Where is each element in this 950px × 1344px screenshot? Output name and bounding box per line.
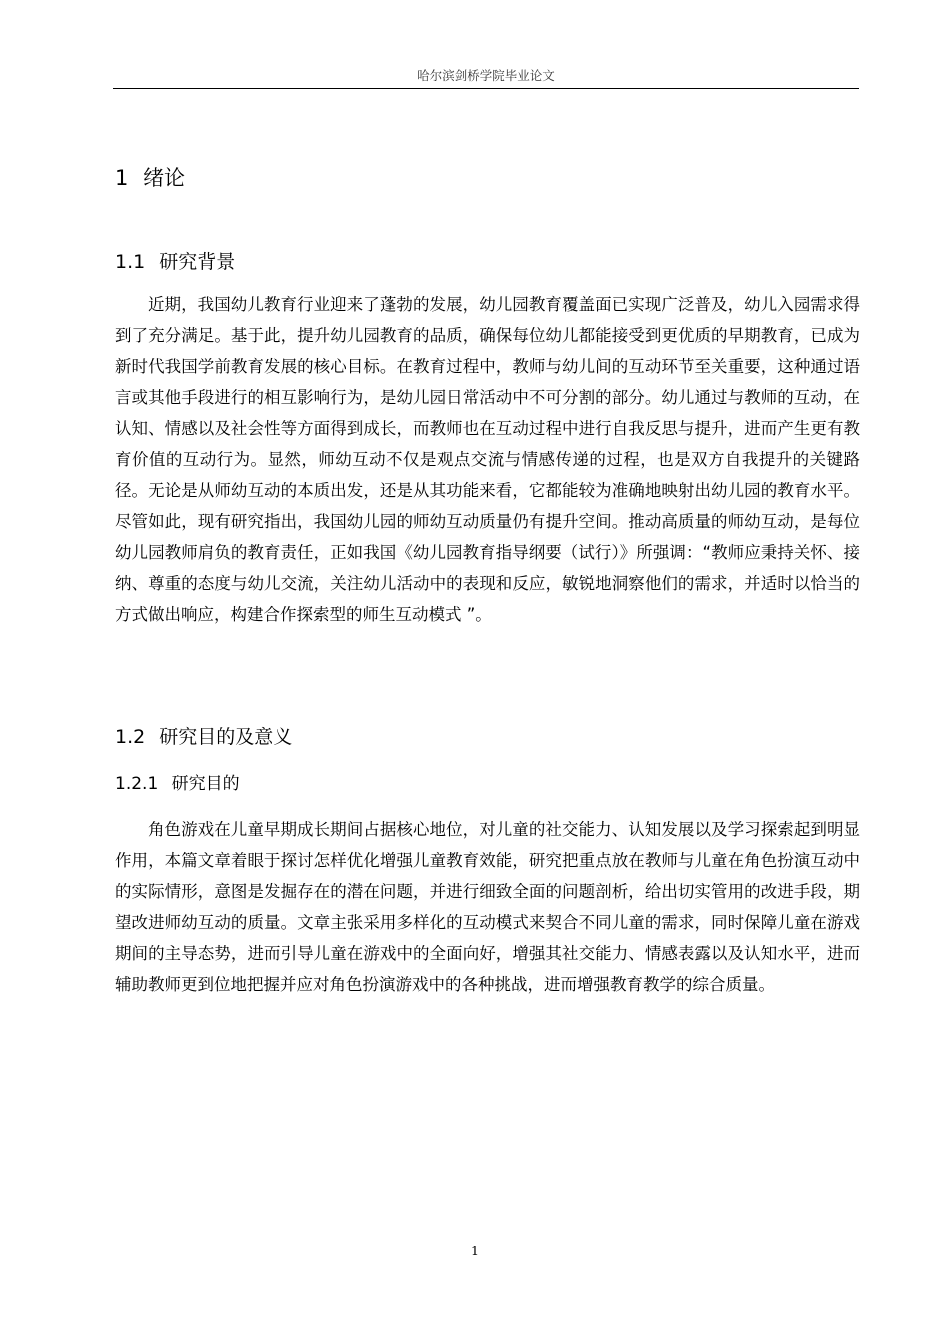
subsection-title: 研究目的 [171,774,240,794]
chapter-heading [115,162,185,194]
header-rule [113,88,859,89]
section-heading-1-1 [115,248,235,276]
section-heading-1-2 [115,723,292,751]
chapter-title: 绪论 [143,166,186,190]
chapter-number: 1 [115,166,129,190]
subsection-paragraph-purpose: 角色游戏在儿童早期成长期间占据核心地位，对儿童的社交能力、认知发展以及学习探索起到明显作用，本篇文章着眼于探讨怎样优化增强儿童教育效能，研究把重点放在教师与儿童在角色扮演互动中的实际情形，意图是发掘存在的潜在问题，并进行细致全面的问题剖析，给出切实管用的改进手段，期望改进师幼互动的质量。文章主张采用多样化的互动模式来契合不同儿童的需求，同时保障儿童在游戏期间的主导态势，进而引导儿童在游戏中的全面向好，增强其社交能力、情感表露以及认知水平，进而辅助教师更到位地把握并应对角色扮演游戏中的各种挑战，进而增强教育教学的综合质量。 [115,820,860,994]
section-title: 研究目的及意义 [159,726,293,748]
subsection-heading-1-2-1 [115,771,240,797]
running-header: 哈尔滨剑桥学院毕业论文 [417,68,555,83]
subsection-number: 1.2.1 [115,774,159,794]
page-number: 1 [471,1243,479,1258]
section-number: 1.1 [115,251,146,273]
section-number: 1.2 [115,726,146,748]
section-title: 研究背景 [159,251,236,273]
section-paragraph-background: 近期，我国幼儿教育行业迎来了蓬勃的发展，幼儿园教育覆盖面已实现广泛普及，幼儿入园需求得到了充分满足。基于此，提升幼儿园教育的品质，确保每位幼儿都能接受到更优质的早期教育，已成为新时代我国学前教育发展的核心目标。在教育过程中，教师与幼儿间的互动环节至关重要，这种通过语言或其他手段进行的相互影响行为，是幼儿园日常活动中不可分割的部分。幼儿通过与教师的互动，在认知、情感以及社会性等方面得到成长，而教师也在互动过程中进行自我反思与提升，进而产生更有教育价值的互动行为。显然，师幼互动不仅是观点交流与情感传递的过程，也是双方自我提升的关键路径。无论是从师幼互动的本质出发，还是从其功能来看，它都能较为准确地映射出幼儿园的教育水平。尽管如此，现有研究指出，我国幼儿园的师幼互动质量仍有提升空间。推动高质量的师幼互动，是每位幼儿园教师肩负的教育责任，正如我国《幼儿园教育指导纲要（试行）》所强调：“教师应秉持关怀、接纳、尊重的态度与幼儿交流，关注幼儿活动中的表现和反应，敏锐地洞察他们的需求，并适时以恰当的方式做出响应，构建合作探索型的师生互动模式 ”。 [115,295,860,624]
